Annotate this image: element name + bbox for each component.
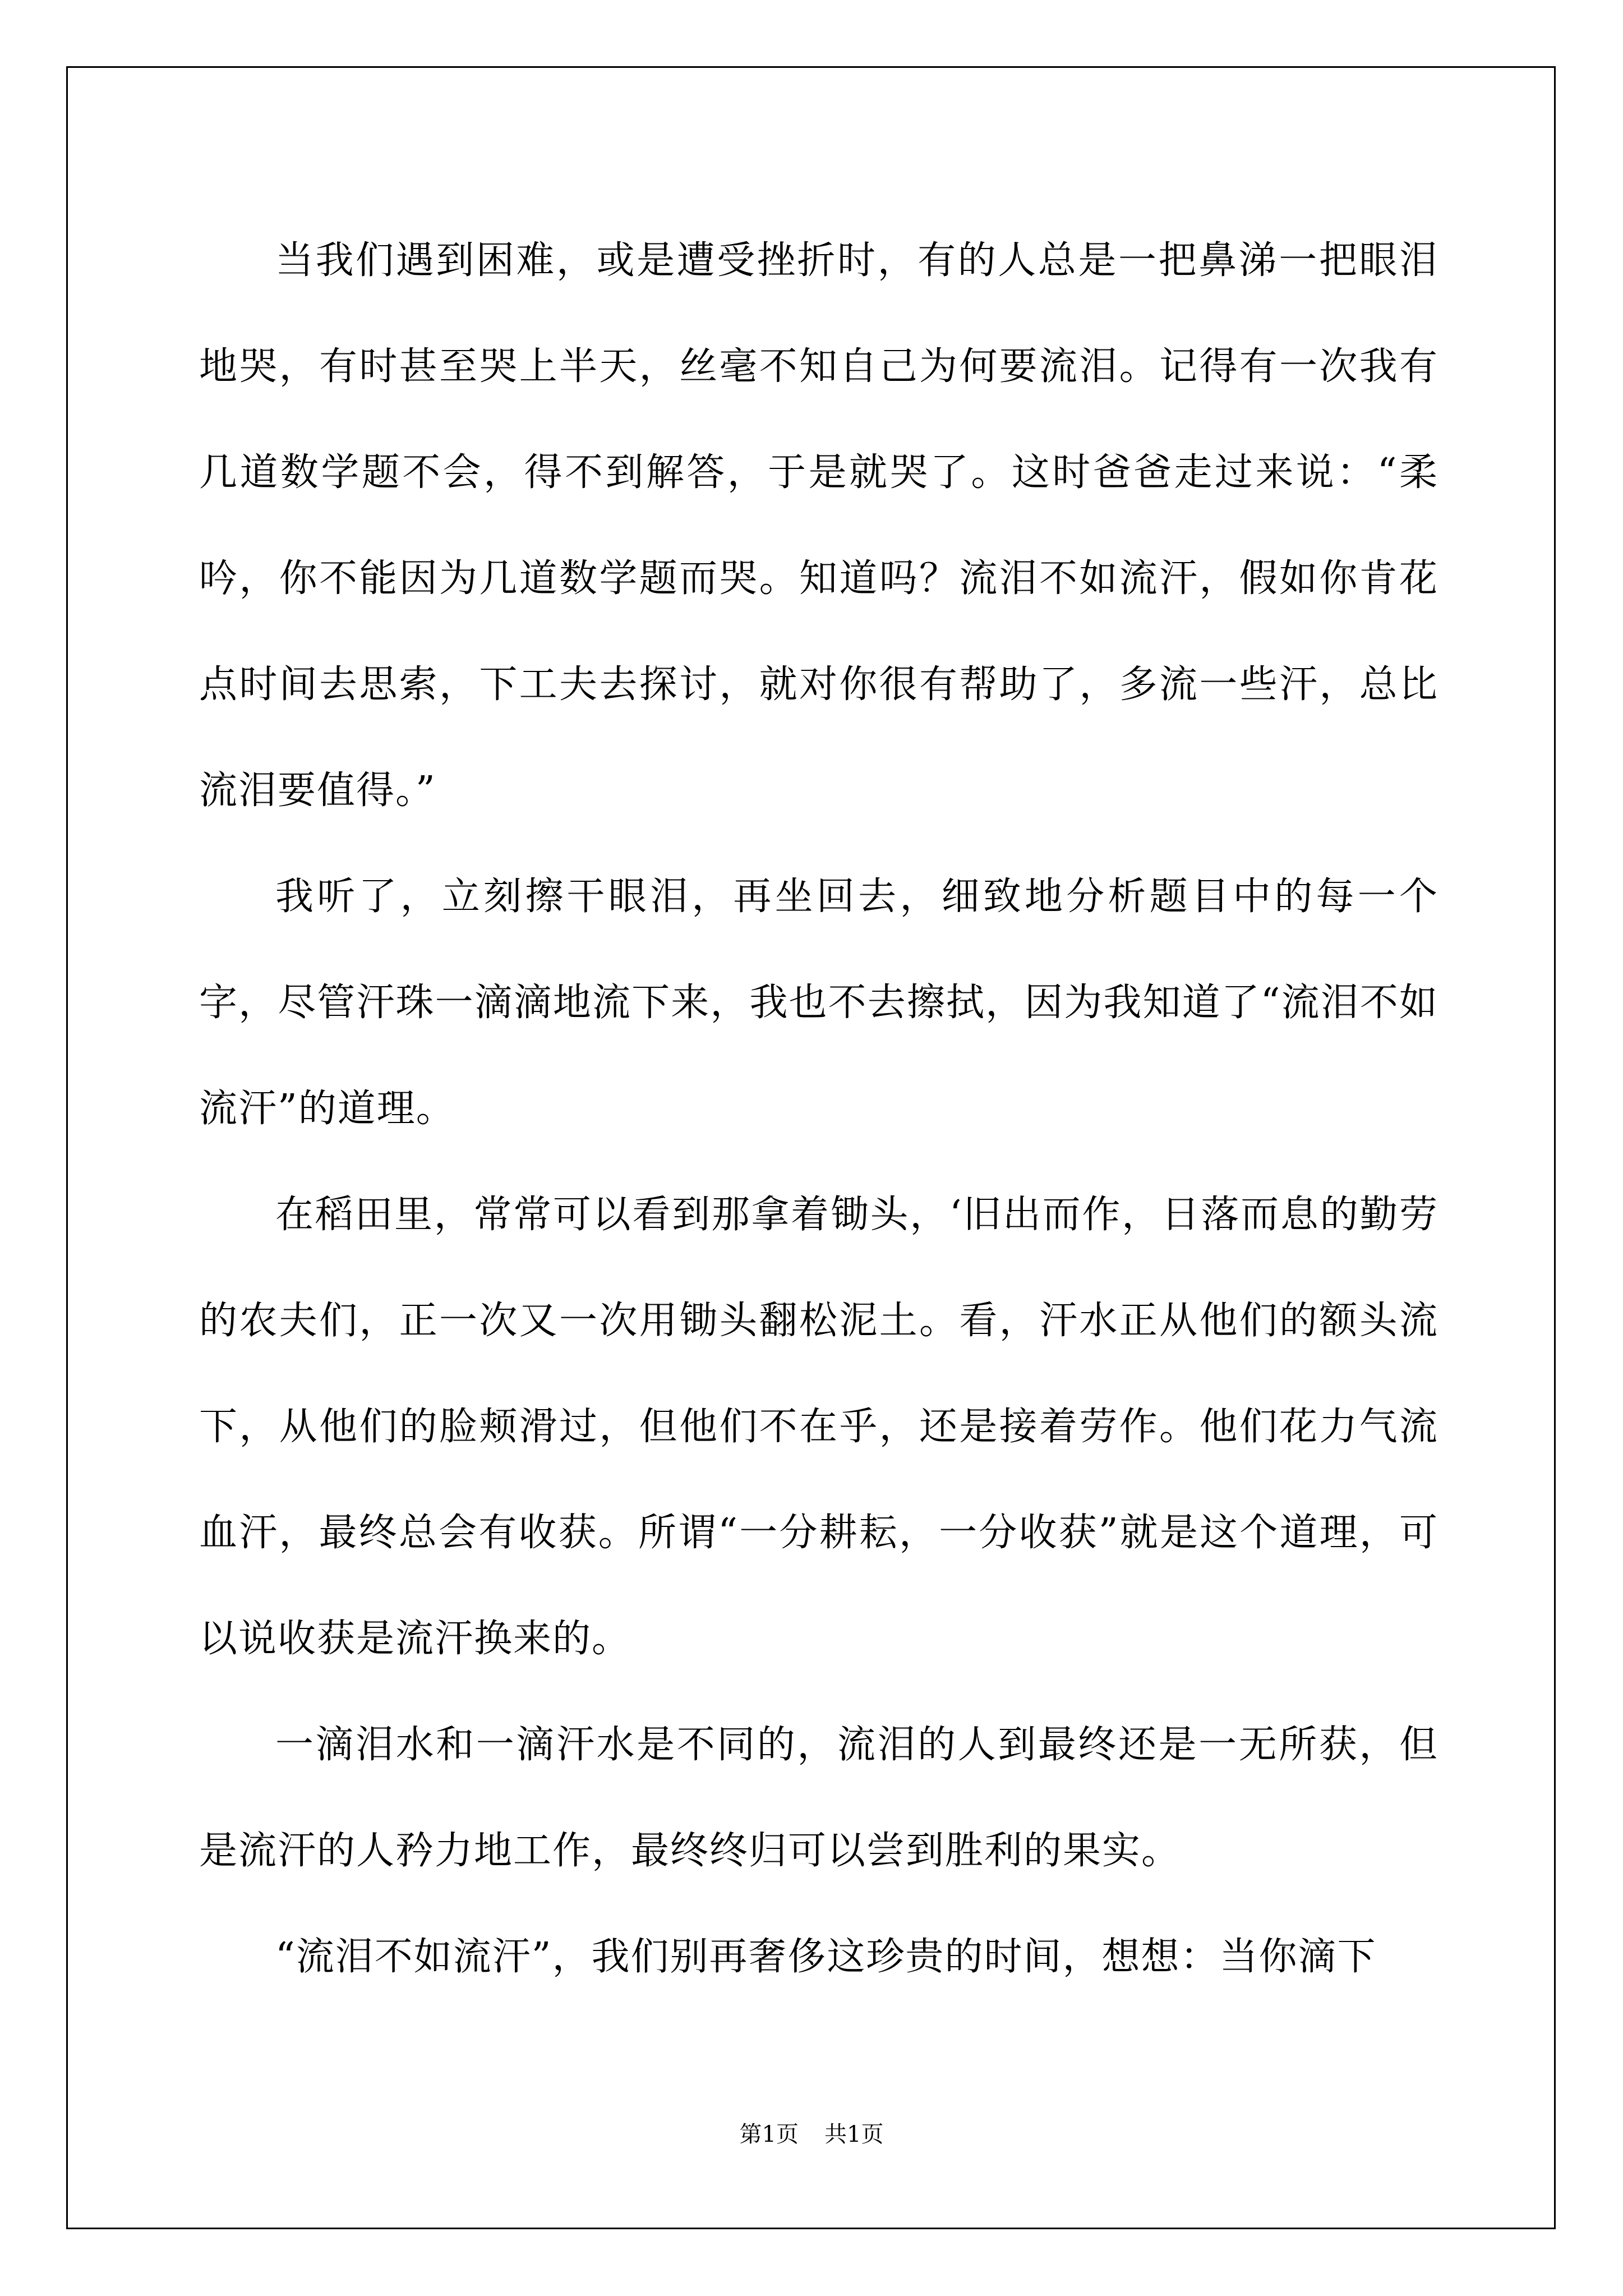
page-footer bbox=[0, 2120, 1623, 2148]
page-number-current: 第1页 bbox=[739, 2122, 799, 2147]
paragraph-1: 当我们遇到困难，或是遭受挫折时，有的人总是一把鼻涕一把眼泪地哭，有时甚至哭上半天，丝毫不知自己为何要流泪。记得有一次我有几道数学题不会，得不到解答，于是就哭了。这时爸爸走过来说：“柔吟，你不能因为几道数学题而哭。知道吗？流泪不如流汗，假如你肯花点时间去思索，下工夫去探讨，就对你很有帮助了，多流一些汗，总比流泪要值得。” bbox=[199, 238, 1438, 813]
paragraph-2: 我听了，立刻擦干眼泪，再坐回去，细致地分析题目中的每一个字，尽管汗珠一滴滴地流下来，我也不去擦拭，因为我知道了“流泪不如流汗”的道理。 bbox=[199, 875, 1438, 1131]
paragraph-5: “流泪不如流汗”，我们别再奢侈这珍贵的时间，想想：当你滴下 bbox=[275, 1935, 1377, 1979]
paragraph-4: 一滴泪水和一滴汗水是不同的，流泪的人到最终还是一无所获，但是流汗的人矜力地工作，最终终归可以尝到胜利的果实。 bbox=[199, 1723, 1438, 1873]
paragraph-3: 在稻田里，常常可以看到那拿着锄头，‘旧出而作，日落而息的勤劳的农夫们，正一次又一次用锄头翻松泥土。看，汗水正从他们的额头流下，从他们的脸颊滑过，但他们不在乎，还是接着劳作。他们花力气流血汗，最终总会有收获。所谓“一分耕耘，一分收获”就是这个道理，可以说收获是流汗换来的。 bbox=[199, 1193, 1438, 1661]
page-number-total: 共1页 bbox=[824, 2122, 884, 2147]
document-body bbox=[199, 208, 1438, 2010]
